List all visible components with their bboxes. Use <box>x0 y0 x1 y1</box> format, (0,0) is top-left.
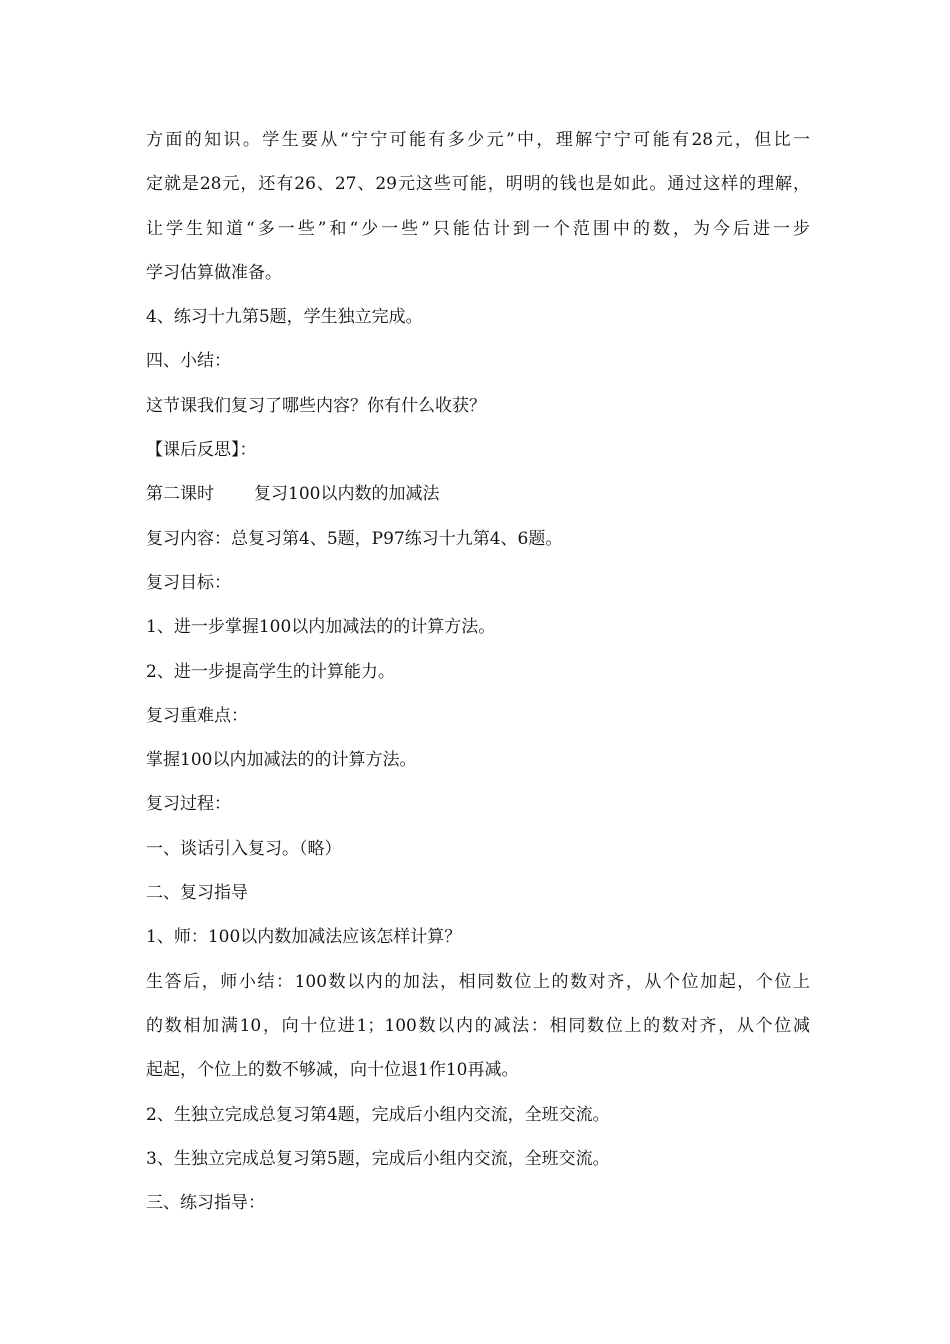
teacher-question: 1、师：100以内数加减法应该怎样计算？ <box>146 927 462 948</box>
lesson-number: 第二课时 <box>146 484 214 505</box>
section-heading-summary: 四、小结： <box>146 351 231 372</box>
lesson-title: 复习100以内数的加减法 <box>254 484 440 505</box>
goals-heading: 复习目标： <box>146 572 231 593</box>
process-heading: 复习过程： <box>146 794 231 815</box>
goal-item-2: 2、进一步提高学生的计算能力。 <box>146 661 395 682</box>
process-step-2: 二、复习指导 <box>146 883 248 904</box>
reflection-label: 【课后反思】： <box>146 440 257 461</box>
practice-item-2: 2、生独立完成总复习第4题，完成后小组内交流，全班交流。 <box>146 1104 610 1125</box>
summary-question: 这节课我们复习了哪些内容？你有什么收获？ <box>146 395 486 416</box>
practice-item-3: 3、生独立完成总复习第5题，完成后小组内交流，全班交流。 <box>146 1148 610 1169</box>
paragraph-estimation-explanation <box>146 118 810 295</box>
text-line: 定就是28元，还有26、27、29元这些可能，明明的钱也是如此。通过这样的理解， <box>146 174 810 195</box>
document-page <box>146 118 810 1225</box>
text-line: 方面的知识。学生要从“宁宁可能有多少元”中，理解宁宁可能有28元，但比一 <box>146 130 810 150</box>
paragraph-teacher-summary <box>146 960 810 1093</box>
text-line: 学习估算做准备。 <box>146 262 282 283</box>
exercise-item-4: 4、练习十九第5题，学生独立完成。 <box>146 307 423 328</box>
key-points-heading: 复习重难点： <box>146 705 248 726</box>
key-point: 掌握100以内加减法的的计算方法。 <box>146 750 417 771</box>
lesson-heading <box>146 472 810 516</box>
text-line: 的数相加满10，向十位进1；100数以内的减法：相同数位上的数对齐，从个位减 <box>146 1015 810 1036</box>
text-line: 生答后，师小结：100数以内的加法，相同数位上的数对齐，从个位加起，个位上 <box>146 971 810 992</box>
text-line: 让学生知道“多一些”和“少一些”只能估计到一个范围中的数，为今后进一步 <box>146 218 810 239</box>
process-step-3: 三、练习指导： <box>146 1193 265 1214</box>
goal-item-1: 1、进一步掌握100以内加减法的的计算方法。 <box>146 617 496 638</box>
text-line: 起起，个位上的数不够减，向十位退1作10再减。 <box>146 1060 519 1081</box>
process-step-1: 一、谈话引入复习。（略） <box>146 838 342 859</box>
review-content: 复习内容：总复习第4、5题，P97练习十九第4、6题。 <box>146 528 563 549</box>
